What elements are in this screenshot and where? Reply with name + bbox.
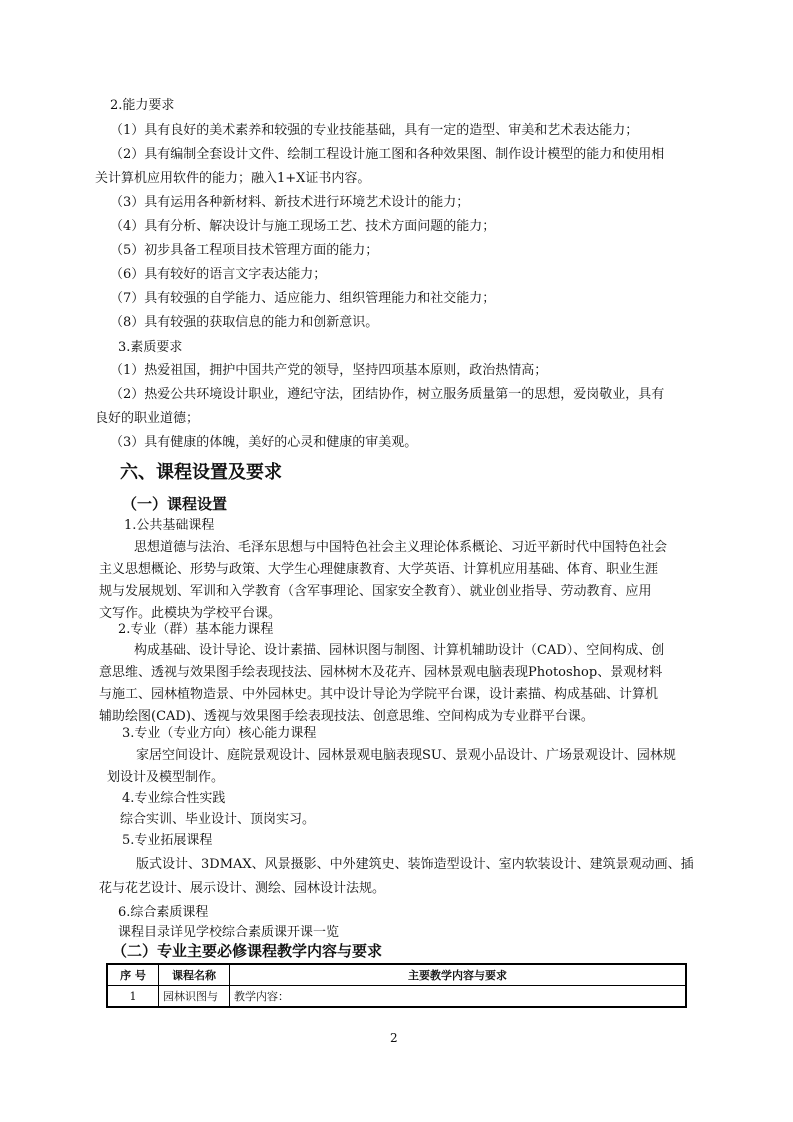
public-line-4: 文写作。此模块为学校平台课。 [99,606,282,621]
ability-item-3: （3）具有运用各种新材料、新技术进行环境艺术设计的能力； [110,195,470,210]
public-line-1: 思想道德与法治、毛泽东思想与中国特色社会主义理论体系概论、习近平新时代中国特色社会 [134,540,668,555]
core-line-2: 划设计及模型制作。 [107,770,225,785]
row-index: 1 [107,986,159,1008]
core-line-1: 家居空间设计、庭院景观设计、园林景观电脑表现SU、景观小品设计、广场景观设计、园林规 [136,748,676,763]
ability-item-2-cont: 关计算机应用软件的能力；融入1+X证书内容。 [95,171,371,186]
ability-heading: 2.能力要求 [110,98,175,113]
section-title: 六、课程设置及要求 [120,462,282,483]
header-index: 序 号 [107,964,159,986]
ability-item-8: （8）具有较强的获取信息的能力和创新意识。 [110,315,379,330]
quality-item-1: （1）热爱祖国，拥护中国共产党的领导，坚持四项基本原则，政治热情高； [110,363,548,378]
ability-item-6: （6）具有较好的语言文字表达能力； [110,267,327,282]
literacy-heading: 6.综合素质课程 [118,905,209,920]
basic-line-3: 与施工、园林植物造景、中外园林史。其中设计导论为学院平台课，设计素描、构成基础、计算机 [99,687,659,702]
public-heading: 1.公共基础课程 [124,518,215,533]
subsection-course-setup: （一）课程设置 [122,495,228,513]
row-content: 教学内容： [230,986,687,1008]
extension-line-1: 版式设计、3DMAX、风景摄影、中外建筑史、装饰造型设计、室内软装设计、建筑景观动画、插 [136,857,694,872]
header-content: 主要教学内容与要求 [230,964,687,986]
quality-item-3: （3）具有健康的体魄，美好的心灵和健康的审美观。 [110,435,418,450]
basic-line-4: 辅助绘图(CAD)、透视与效果图手绘表现技法、创意思维、空间构成为专业群平台课。 [99,709,594,724]
table-row [107,986,686,1008]
basic-line-1: 构成基础、设计导论、设计素描、园林识图与制图、计算机辅助设计（CAD）、空间构成、创 [134,643,665,658]
quality-item-2: （2）热爱公共环境设计职业，遵纪守法，团结协作，树立服务质量第一的思想，爱岗敬业，具有 [110,387,665,402]
ability-item-2: （2）具有编制全套设计文件、绘制工程设计施工图和各种效果图、制作设计模型的能力和使用相 [110,147,665,162]
table-header-row [107,964,686,986]
course-table [106,963,687,1008]
header-course-name: 课程名称 [159,964,230,986]
ability-item-4: （4）具有分析、解决设计与施工现场工艺、技术方面问题的能力； [110,219,496,234]
ability-item-5: （5）初步具备工程项目技术管理方面的能力； [110,243,379,258]
extension-heading: 5.专业拓展课程 [122,833,213,848]
basic-heading: 2.专业（群）基本能力课程 [118,622,274,637]
extension-line-2: 花与花艺设计、展示设计、测绘、园林设计法规。 [99,881,386,896]
public-line-3: 规与发展规划、军训和入学教育（含军事理论、国家安全教育）、就业创业指导、劳动教育、应用 [99,584,652,599]
quality-heading: 3.素质要求 [118,340,183,355]
comprehensive-heading: 4.专业综合性实践 [122,791,226,806]
core-heading: 3.专业（专业方向）核心能力课程 [122,726,317,741]
basic-line-2: 意思维、透视与效果图手绘表现技法、园林树木及花卉、园林景观电脑表现Photoshop、景观材料 [99,665,663,680]
ability-item-7: （7）具有较强的自学能力、适应能力、组织管理能力和社交能力； [110,291,496,306]
literacy-line-1: 课程目录详见学校综合素质课开课一览 [118,925,340,940]
subsection-required-courses: （二）专业主要必修课程教学内容与要求 [112,942,383,960]
row-course-name: 园林识图与 [159,986,230,1008]
public-line-2: 主义思想概论、形势与政策、大学生心理健康教育、大学英语、计算机应用基础、体育、职业生涯 [99,562,659,577]
comprehensive-line-1: 综合实训、毕业设计、顶岗实习。 [120,812,316,827]
page-number: 2 [390,1031,398,1045]
quality-item-2-cont: 良好的职业道德； [95,411,200,426]
ability-item-1: （1）具有良好的美术素养和较强的专业技能基础，具有一定的造型、审美和艺术表达能力； [110,123,639,138]
